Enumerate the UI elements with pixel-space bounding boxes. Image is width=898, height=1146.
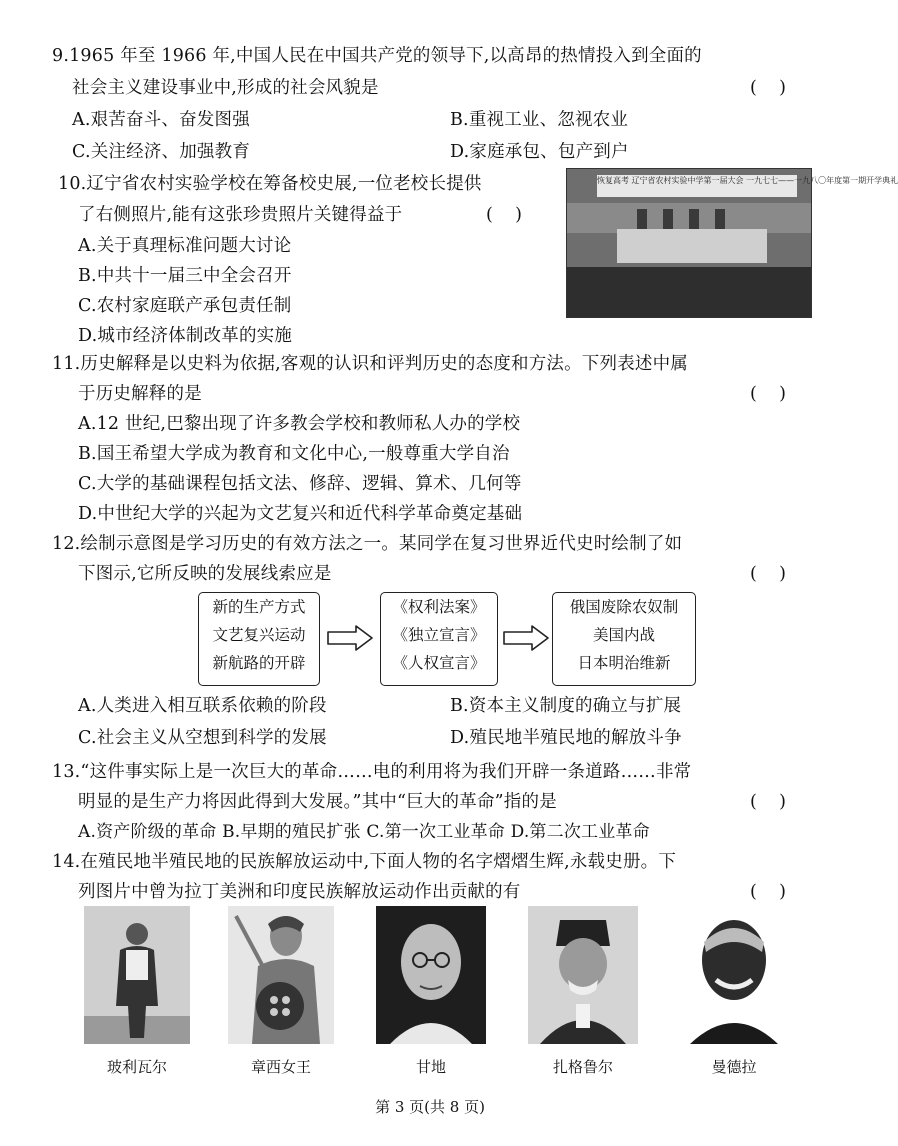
- q13-answer-blank: ( ): [750, 792, 786, 812]
- photo-banner-text: 恢复高考 辽宁省农村实验中学第一届大会 一九七七——一九八〇年度第一期开学典礼: [597, 175, 797, 197]
- q10-stem-line2: 了右侧照片,能有这张珍贵照片关键得益于: [78, 205, 403, 225]
- q14-stem-line2: 列图片中曾为拉丁美洲和印度民族解放运动作出贡献的有: [78, 882, 521, 902]
- q10-option-a: A.关于真理标准问题大讨论: [78, 236, 292, 256]
- portrait-gandhi: [376, 906, 486, 1044]
- q14-answer-blank: ( ): [750, 882, 786, 902]
- page-number-footer: 第 3 页(共 8 页): [375, 1098, 485, 1116]
- photo-flag: [663, 209, 673, 231]
- diagram-box-reforms-item: 俄国废除农奴制: [569, 598, 679, 616]
- diagram-box-documents: [380, 592, 498, 686]
- q11-answer-blank: ( ): [750, 384, 786, 404]
- q11-option-a: A.12 世纪,巴黎出现了许多教会学校和教师私人办的学校: [78, 414, 521, 434]
- q11-stem-line2: 于历史解释的是: [78, 384, 202, 404]
- q11-stem-line1: 11.历史解释是以史料为依据,客观的认识和评判历史的态度和方法。下列表述中属: [52, 354, 688, 374]
- photo-crowd: [567, 267, 811, 317]
- diagram-box-reforms-item: 日本明治维新: [577, 654, 671, 672]
- q9-answer-blank: ( ): [750, 78, 786, 98]
- q12-answer-blank: ( ): [750, 564, 786, 584]
- q11-option-d: D.中世纪大学的兴起为文艺复兴和近代科学革命奠定基础: [78, 504, 523, 524]
- caption-rani-of-jhansi: 章西女王: [250, 1058, 311, 1076]
- portrait-zaghloul: [528, 906, 638, 1044]
- q9-option-b: B.重视工业、忽视农业: [450, 110, 629, 130]
- q12-option-d: D.殖民地半殖民地的解放斗争: [450, 728, 682, 748]
- q12-option-a: A.人类进入相互联系依赖的阶段: [78, 696, 327, 716]
- diagram-arrow-right-icon: [502, 624, 550, 652]
- photo-flag: [637, 209, 647, 231]
- q10-stem-line1: 10.辽宁省农村实验学校在筹备校史展,一位老校长提供: [58, 174, 482, 194]
- q12-option-c: C.社会主义从空想到科学的发展: [78, 728, 327, 748]
- diagram-box-reforms-item: 美国内战: [592, 626, 655, 644]
- photo-stage-table: [617, 229, 767, 263]
- diagram-box-origins-item: 文艺复兴运动: [212, 626, 306, 644]
- school-ceremony-photo: [566, 168, 898, 318]
- q11-option-b: B.国王希望大学成为教育和文化中心,一般尊重大学自治: [78, 444, 510, 464]
- diagram-box-origins-item: 新航路的开辟: [212, 654, 306, 672]
- diagram-box-documents-item: 《人权宣言》: [392, 654, 486, 672]
- q12-option-b: B.资本主义制度的确立与扩展: [450, 696, 682, 716]
- caption-gandhi: 甘地: [415, 1058, 446, 1076]
- q9-option-c: C.关注经济、加强教育: [72, 142, 251, 162]
- q10-option-d: D.城市经济体制改革的实施: [78, 326, 293, 346]
- portrait-bolivar: [84, 906, 190, 1044]
- q9-stem-line2: 社会主义建设事业中,形成的社会风貌是: [72, 78, 379, 98]
- q9-option-d: D.家庭承包、包产到户: [450, 142, 629, 162]
- q13-options: A.资产阶级的革命 B.早期的殖民扩张 C.第一次工业革命 D.第二次工业革命: [78, 822, 650, 842]
- q13-stem-line2: 明显的是生产力将因此得到大发展。”其中“巨大的革命”指的是: [78, 792, 557, 812]
- caption-zaghloul: 扎格鲁尔: [552, 1058, 613, 1076]
- portrait-rani-of-jhansi: [228, 906, 334, 1044]
- diagram-box-origins: [198, 592, 320, 686]
- photo-flag: [715, 209, 725, 231]
- q14-stem-line1: 14.在殖民地半殖民地的民族解放运动中,下面人物的名字熠熠生辉,永载史册。下: [52, 852, 677, 872]
- diagram-box-documents-item: 《权利法案》: [392, 598, 486, 616]
- diagram-arrow-right-icon: [326, 624, 374, 652]
- diagram-box-reforms: [552, 592, 696, 686]
- q9-option-a: A.艰苦奋斗、奋发图强: [72, 110, 250, 130]
- portrait-mandela: [680, 906, 788, 1044]
- q12-stem-line1: 12.绘制示意图是学习历史的有效方法之一。某同学在复习世界近代史时绘制了如: [52, 534, 683, 554]
- q13-stem-line1: 13.“这件事实际上是一次巨大的革命……电的利用将为我们开辟一条道路……非常: [52, 762, 692, 782]
- q9-stem-line1: 9.1965 年至 1966 年,中国人民在中国共产党的领导下,以高昂的热情投入到全面的: [52, 46, 702, 66]
- photo-flag: [689, 209, 699, 231]
- q12-stem-line2: 下图示,它所反映的发展线索应是: [78, 564, 332, 584]
- q10-option-c: C.农村家庭联产承包责任制: [78, 296, 292, 316]
- diagram-box-origins-item: 新的生产方式: [212, 598, 306, 616]
- q11-option-c: C.大学的基础课程包括文法、修辞、逻辑、算术、几何等: [78, 474, 522, 494]
- q10-option-b: B.中共十一届三中全会召开: [78, 266, 292, 286]
- caption-mandela: 曼德拉: [711, 1058, 757, 1076]
- diagram-box-documents-item: 《独立宣言》: [392, 626, 486, 644]
- q10-answer-blank: ( ): [486, 205, 522, 225]
- caption-bolivar: 玻利瓦尔: [106, 1058, 167, 1076]
